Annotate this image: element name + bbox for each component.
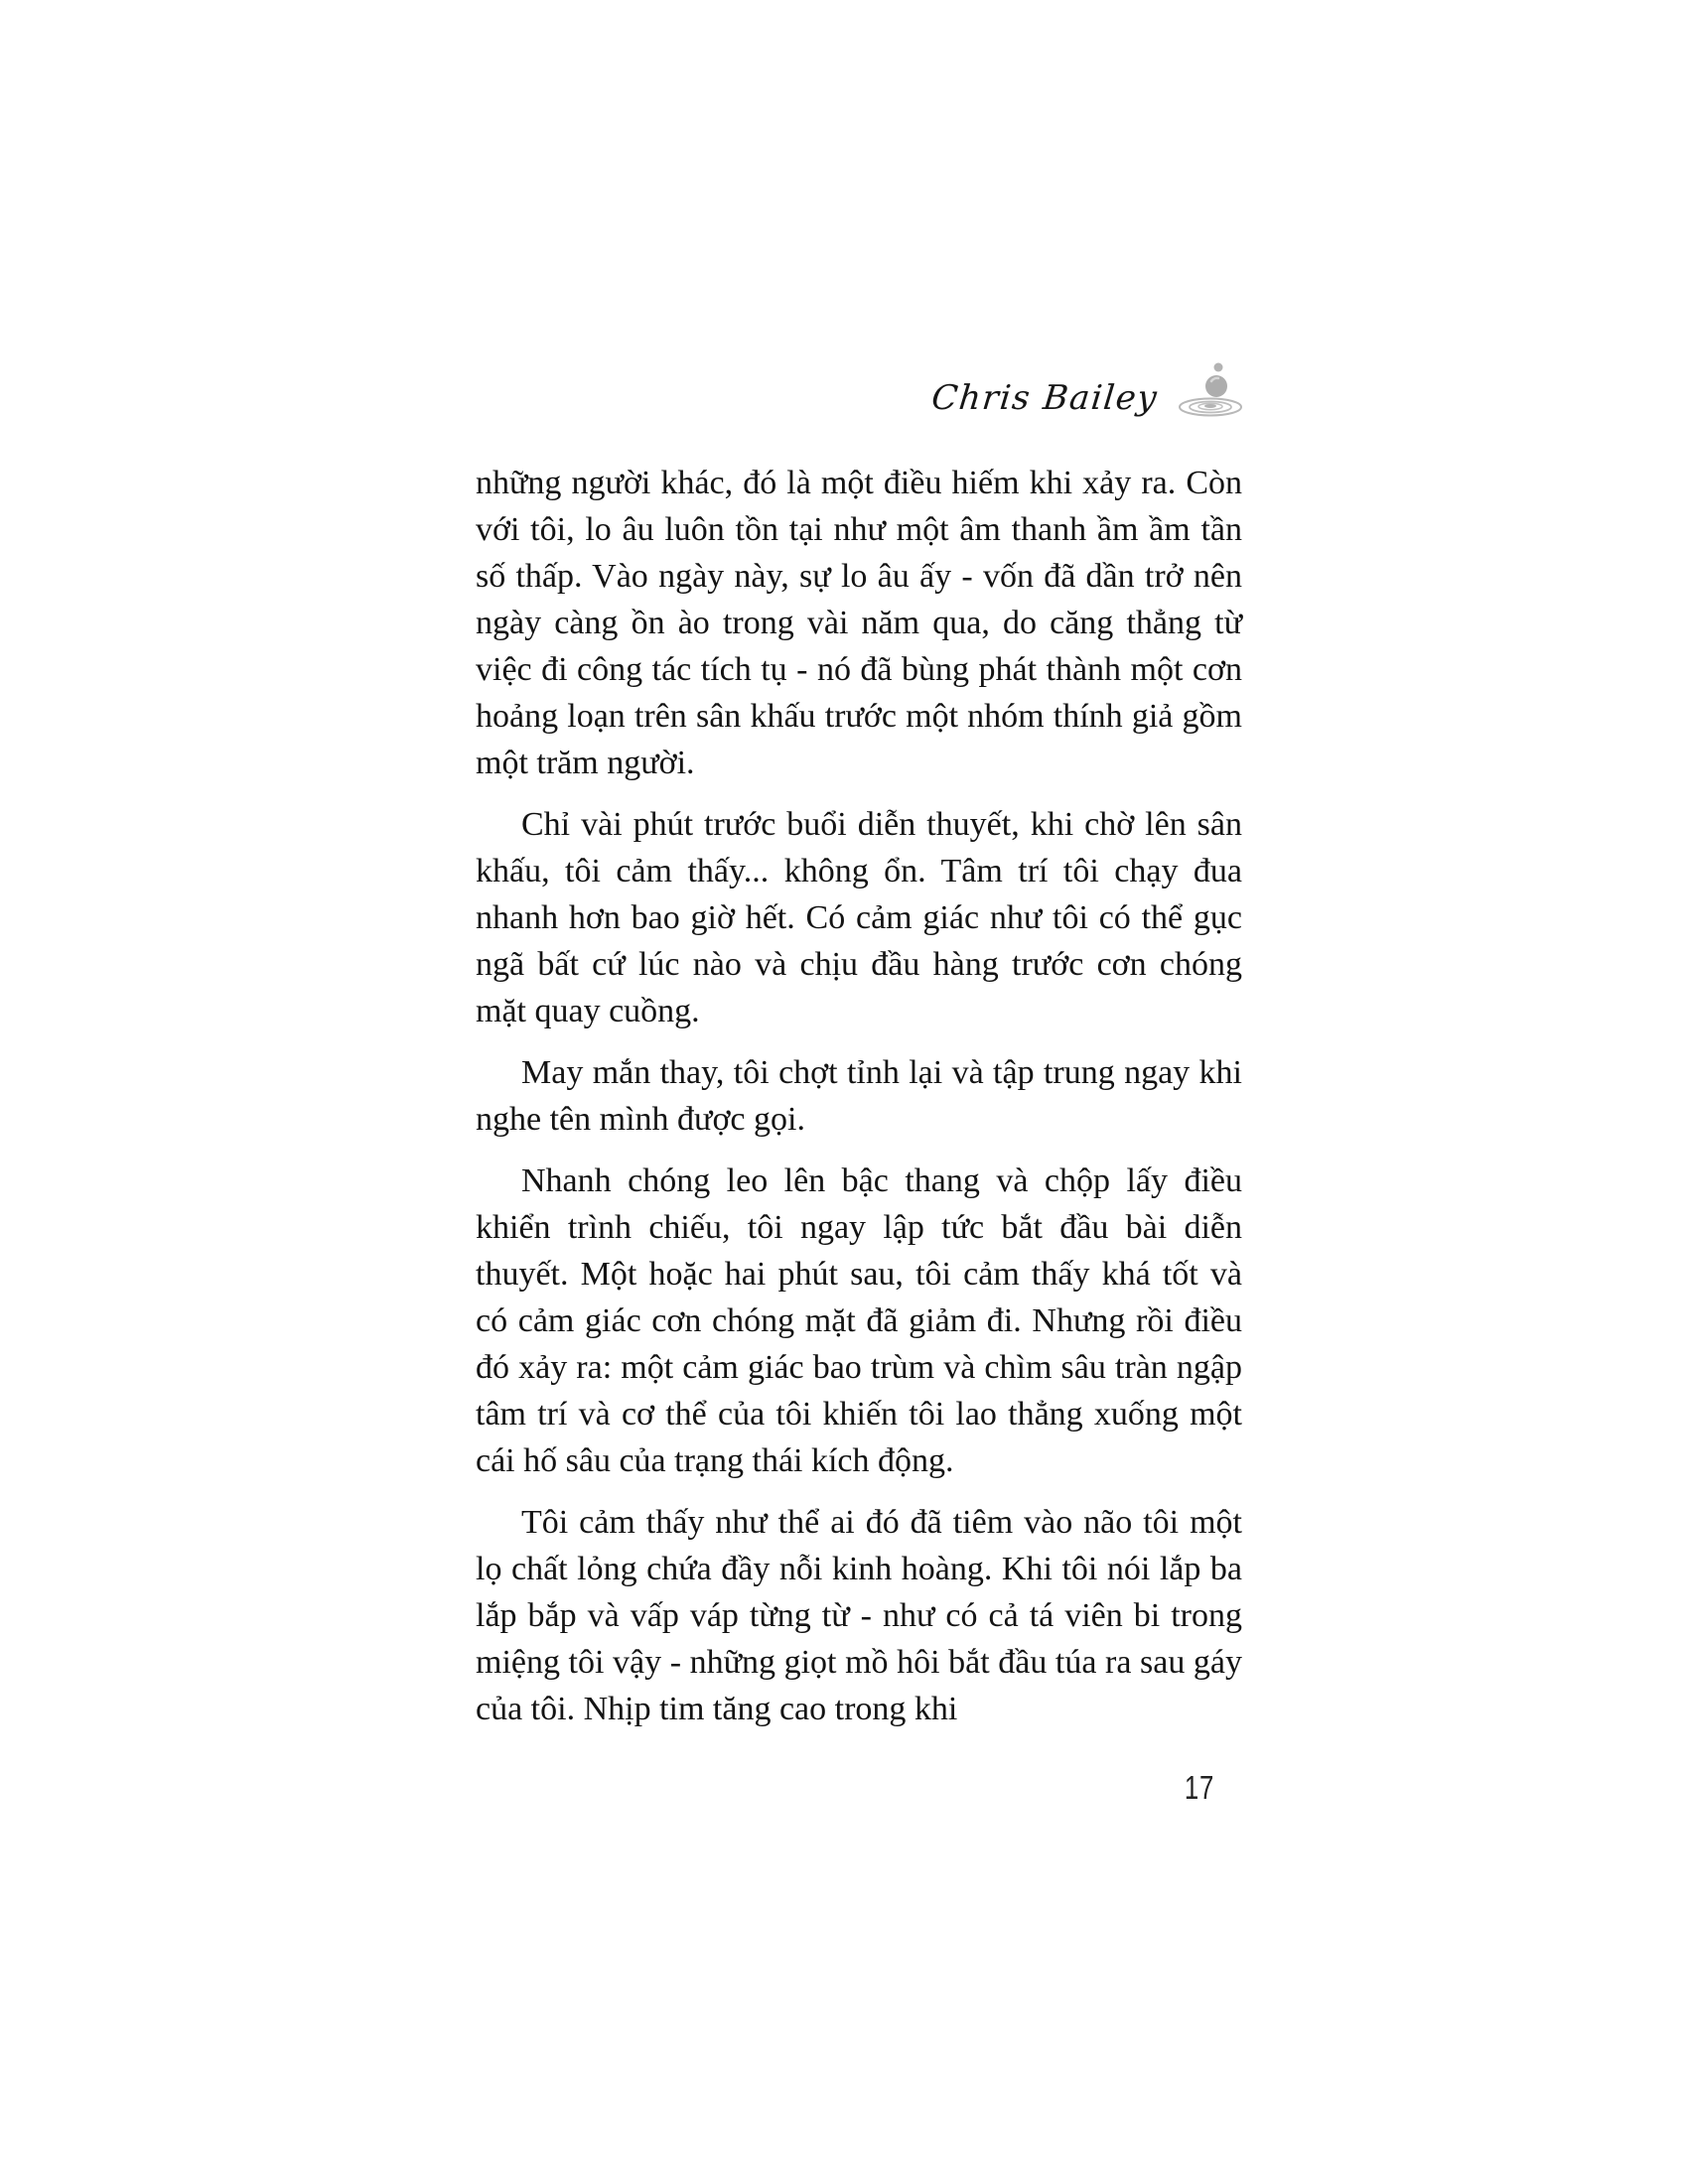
paragraph: Nhanh chóng leo lên bậc thang và chộp lấy điều khiển trình chiếu, tôi ngay lập tức bắt đầu bài diễn thuyết. Một hoặc hai phút sau, tôi cảm thấy khá tốt và có cảm giác cơn chóng mặt đã giảm đi. Nhưng rồi điều đó xảy ra: một cảm giác bao trùm và chìm sâu tràn ngập tâm trí và cơ thể của tôi khiến tôi lao thẳng xuống một cái hố sâu của trạng thái kích động. [476, 1162, 1242, 1479]
paragraph: Tôi cảm thấy như thể ai đó đã tiêm vào não tôi một lọ chất lỏng chứa đầy nỗi kinh hoàng. Khi tôi nói lắp ba lắp bắp và vấp váp từng từ - như có cả tá viên bi trong miệng tôi vậy - những giọt mồ hôi bắt đầu túa ra sau gáy của tôi. Nhịp tim tăng cao trong khi [476, 1504, 1242, 1727]
paragraph: Chỉ vài phút trước buổi diễn thuyết, khi chờ lên sân khấu, tôi cảm thấy... không ổn. Tâm trí tôi chạy đua nhanh hơn bao giờ hết. Có cảm giác như tôi có thể gục ngã bất cứ lúc nào và chịu đầu hàng trước cơn chóng mặt quay cuồng. [476, 806, 1242, 1029]
body-text [476, 460, 1242, 1747]
paragraph: những người khác, đó là một điều hiếm khi xảy ra. Còn với tôi, lo âu luôn tồn tại như một âm thanh ầm ầm tần số thấp. Vào ngày này, sự lo âu ấy - vốn đã dần trở nên ngày càng ồn ào trong vài năm qua, do căng thẳng từ việc đi công tác tích tụ - nó đã bùng phát thành một cơn hoảng loạn trên sân khấu trước một nhóm thính giả gồm một trăm người. [476, 465, 1242, 781]
page-number: 17 [1184, 1769, 1215, 1806]
author-header: Chris Bailey [929, 378, 1161, 418]
page-header [931, 359, 1243, 426]
water-drop-icon [1174, 359, 1243, 426]
paragraph: May mắn thay, tôi chợt tỉnh lại và tập trung ngay khi nghe tên mình được gọi. [476, 1054, 1242, 1138]
